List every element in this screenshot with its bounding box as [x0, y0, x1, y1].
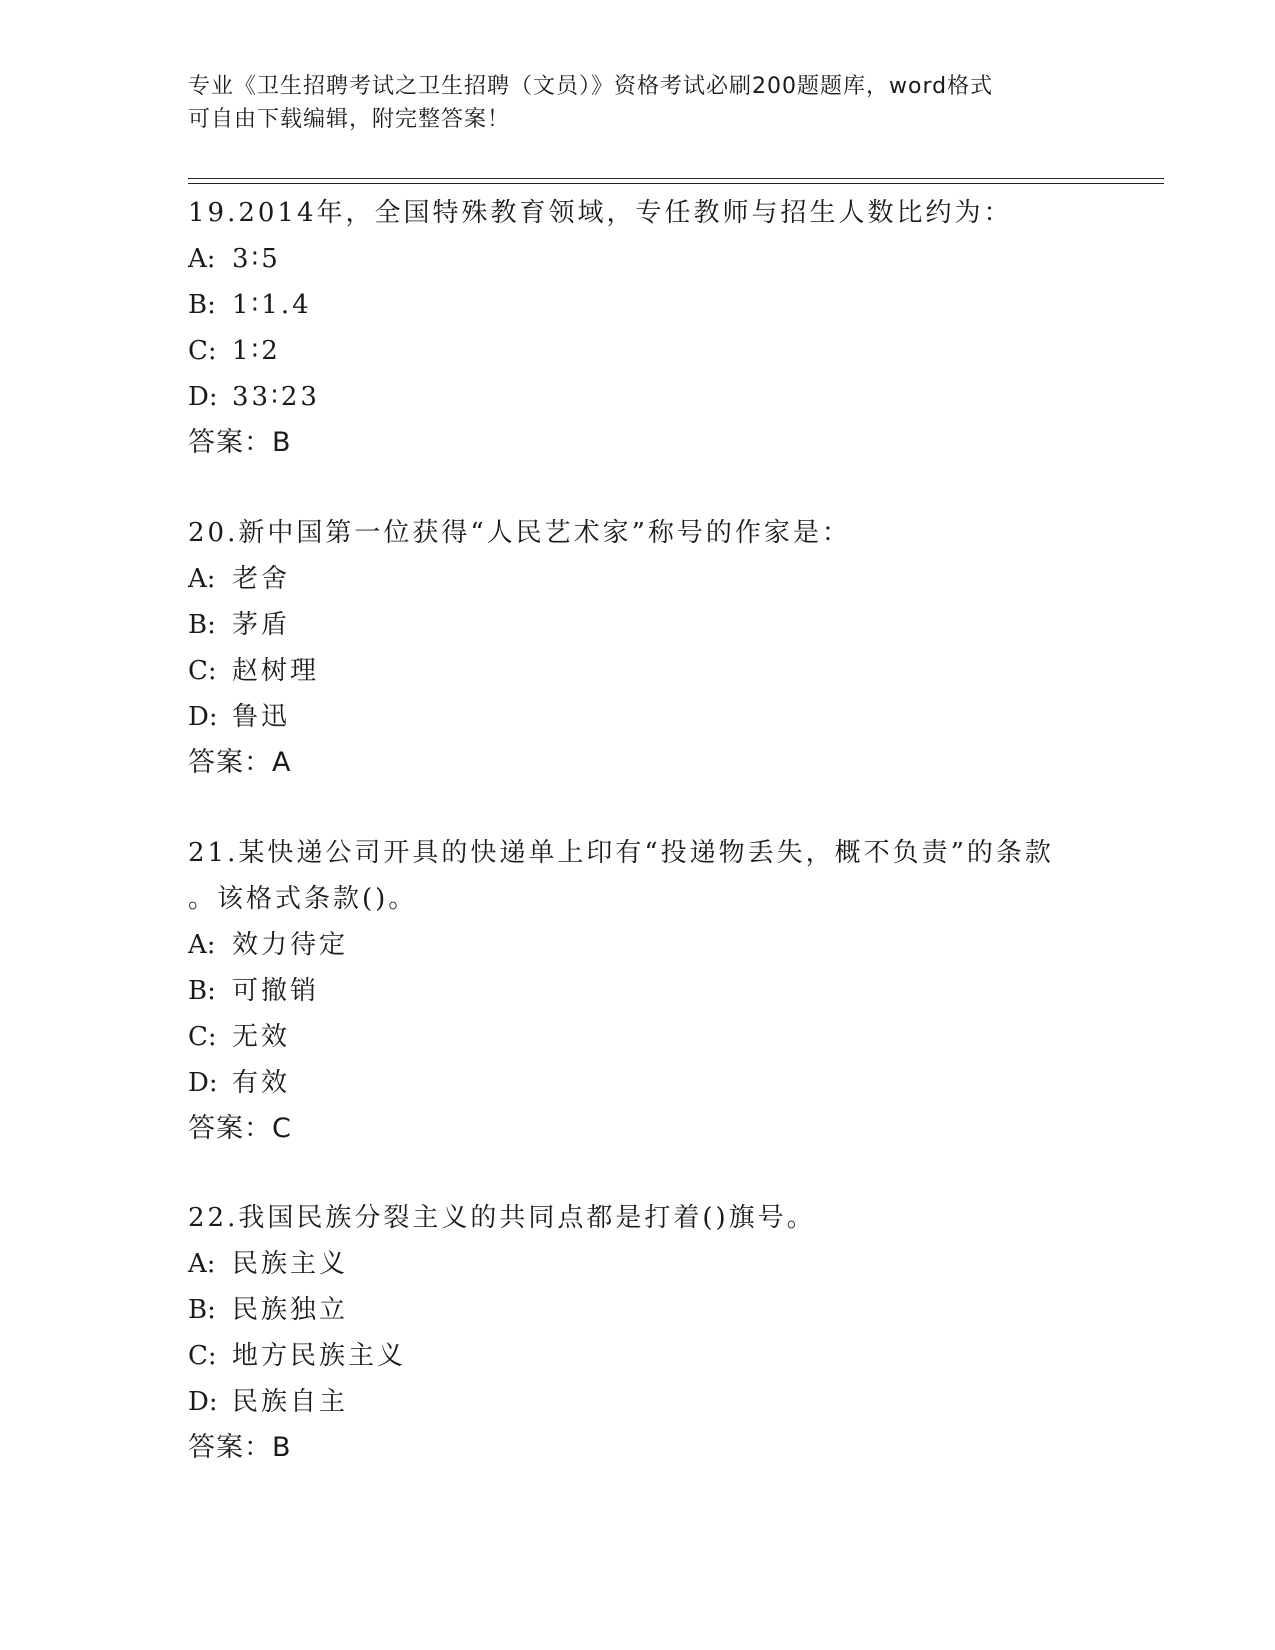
option-text: 鲁迅	[232, 702, 291, 732]
option-a	[188, 556, 1188, 602]
header-divider-top	[188, 178, 1164, 179]
answer: 答案：B	[188, 1432, 292, 1463]
option-text: 效力待定	[232, 930, 349, 960]
option-a	[188, 922, 1188, 968]
option-text: 茅盾	[232, 610, 291, 640]
option-a	[188, 236, 1188, 282]
option-label: D:	[188, 1068, 218, 1098]
question-stem: 21.某快递公司开具的快递单上印有“投递物丢失，概不负责”的条款	[188, 838, 1054, 868]
option-d	[188, 1379, 1188, 1425]
option-label: D:	[188, 702, 218, 732]
question-stem: 20.新中国第一位获得“人民艺术家”称号的作家是：	[188, 518, 851, 548]
header-divider-bottom	[188, 183, 1164, 184]
answer: 答案：B	[188, 427, 292, 458]
question-stem: 22.我国民族分裂主义的共同点都是打着()旗号。	[188, 1203, 816, 1233]
option-label: C:	[188, 1341, 217, 1371]
option-text: 地方民族主义	[232, 1341, 407, 1371]
option-c	[188, 328, 1188, 374]
question-20	[188, 510, 1188, 786]
option-label: B:	[188, 610, 216, 640]
question-19	[188, 190, 1188, 466]
option-text: 可撤销	[232, 976, 320, 1006]
answer: 答案：C	[188, 1113, 292, 1144]
option-text: 赵树理	[232, 656, 320, 686]
question-22	[188, 1195, 1188, 1471]
option-text: 1∶1.4	[232, 290, 312, 320]
option-c	[188, 1014, 1188, 1060]
option-text: 民族自主	[232, 1387, 349, 1417]
option-c	[188, 1333, 1188, 1379]
option-label: A:	[188, 244, 216, 274]
option-text: 1∶2	[232, 336, 281, 366]
option-label: B:	[188, 290, 216, 320]
option-d	[188, 1060, 1188, 1106]
option-text: 无效	[232, 1022, 291, 1052]
option-label: A:	[188, 1249, 216, 1279]
option-label: A:	[188, 930, 216, 960]
document-header	[188, 70, 1088, 136]
option-text: 民族独立	[232, 1295, 349, 1325]
option-label: C:	[188, 656, 217, 686]
option-b	[188, 1287, 1188, 1333]
option-label: C:	[188, 336, 217, 366]
option-text: 老舍	[232, 564, 291, 594]
option-d	[188, 374, 1188, 420]
option-label: D:	[188, 1387, 218, 1417]
answer: 答案：A	[188, 747, 292, 778]
option-text: 33∶23	[232, 382, 320, 412]
option-label: C:	[188, 1022, 217, 1052]
option-b	[188, 282, 1188, 328]
option-a	[188, 1241, 1188, 1287]
question-21	[188, 830, 1188, 1152]
option-label: D:	[188, 382, 218, 412]
header-line-2: 可自由下载编辑，附完整答案！	[188, 107, 511, 132]
option-label: B:	[188, 1295, 216, 1325]
option-text: 有效	[232, 1068, 291, 1098]
option-text: 民族主义	[232, 1249, 349, 1279]
option-b	[188, 602, 1188, 648]
option-b	[188, 968, 1188, 1014]
option-d	[188, 694, 1188, 740]
option-label: A:	[188, 564, 216, 594]
question-stem-continued: 。该格式条款()。	[188, 884, 418, 914]
option-text: 3∶5	[232, 244, 281, 274]
question-stem: 19.2014年，全国特殊教育领域，专任教师与招生人数比约为：	[188, 198, 1013, 228]
header-line-1: 专业《卫生招聘考试之卫生招聘（文员）》资格考试必刷200题题库，word格式	[188, 74, 994, 99]
option-c	[188, 648, 1188, 694]
option-label: B:	[188, 976, 216, 1006]
